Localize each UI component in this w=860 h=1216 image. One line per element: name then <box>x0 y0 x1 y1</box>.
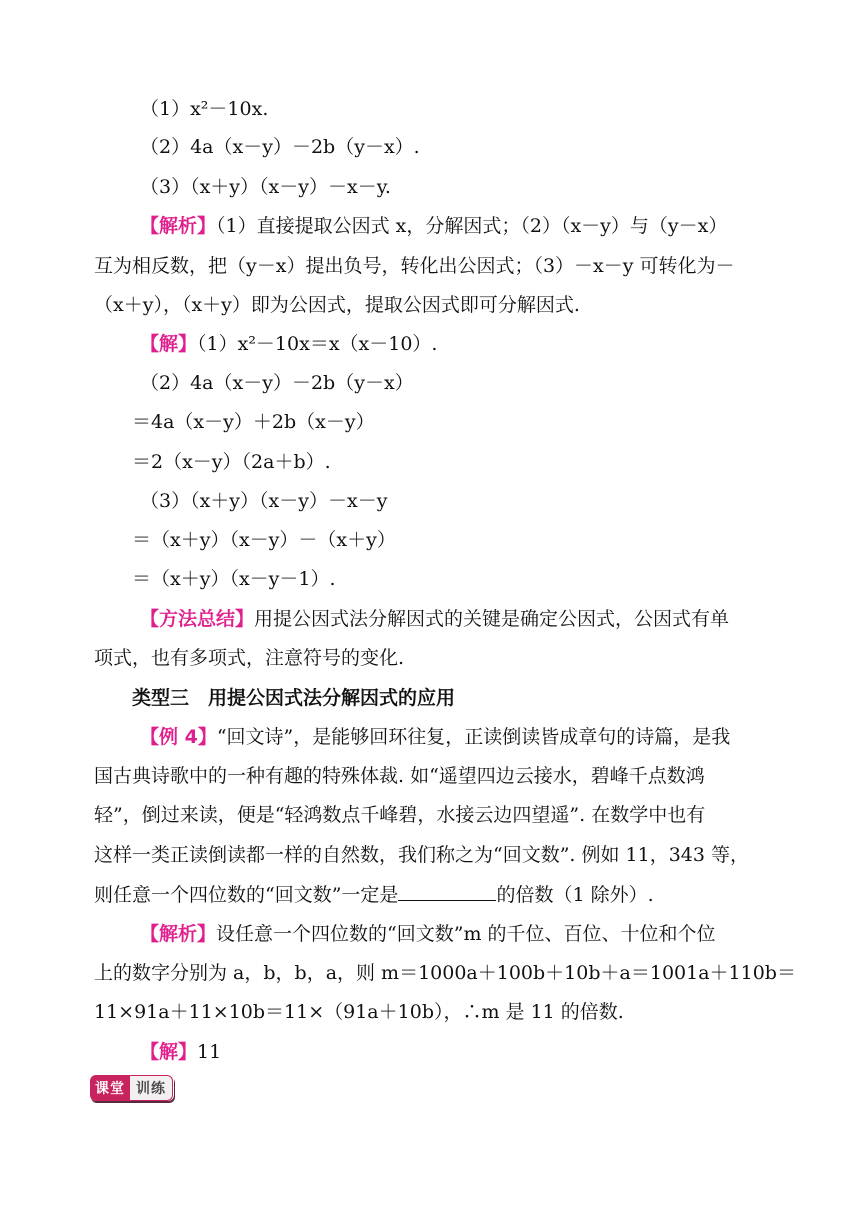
analysis-line: 【解析】（1）直接提取公因式 x，分解因式；（2）（x－y）与（y－x） <box>140 215 728 237</box>
example-line: 【例 4】“回文诗”，是能够回环往复，正读倒读皆成章句的诗篇，是我 <box>140 726 731 748</box>
question-line: （2）4a（x－y）－2b（y－x）. <box>140 136 420 158</box>
solution-line: ＝2（x－y）（2a＋b）. <box>132 451 331 473</box>
classroom-practice-badge <box>90 1075 174 1101</box>
solution-label: 【解】 <box>140 333 198 355</box>
method-summary-line: 【方法总结】用提公因式法分解因式的关键是确定公因式，公因式有单 <box>140 608 730 630</box>
analysis-line: 【解析】设任意一个四位数的“回文数”m 的千位、百位、十位和个位 <box>140 923 716 945</box>
example-label: 【例 4】 <box>140 726 217 748</box>
badge-part1: 课堂 <box>90 1075 130 1101</box>
analysis-line: 互为相反数，把（y－x）提出负号，转化出公因式；（3）－x－y 可转化为－ <box>94 255 735 277</box>
solution-line: ＝4a（x－y）＋2b（x－y） <box>132 411 375 433</box>
solution-line: 【解】11 <box>140 1041 222 1063</box>
solution-label: 【解】 <box>140 1041 198 1063</box>
method-summary-label: 【方法总结】 <box>140 608 255 630</box>
solution-line: ＝（x＋y）（x－y－1）. <box>132 568 336 590</box>
example-line: 轻”，倒过来读，便是“轻鸿数点千峰碧，水接云边四望遥”. 在数学中也有 <box>94 804 706 826</box>
answer-blank <box>398 882 496 901</box>
analysis-label: 【解析】 <box>140 215 217 237</box>
question-line: （3）（x＋y）（x－y）－x－y. <box>140 176 391 198</box>
section-heading: 类型三 用提公因式法分解因式的应用 <box>132 687 456 709</box>
analysis-line: （x＋y），（x＋y）即为公因式，提取公因式即可分解因式. <box>94 294 580 316</box>
question-line: （1）x²－10x. <box>140 98 269 120</box>
example-line: 国古典诗歌中的一种有趣的特殊体裁. 如“遥望四边云接水，碧峰千点数鸿 <box>94 765 705 787</box>
method-summary-line: 项式，也有多项式，注意符号的变化. <box>94 647 405 669</box>
analysis-line: 上的数字分别为 a，b，b，a，则 m＝1000a＋100b＋10b＋a＝1001a＋110b＝ <box>94 962 796 984</box>
solution-line: （2）4a（x－y）－2b（y－x） <box>140 372 414 394</box>
example-line: 则任意一个四位数的“回文数”一定是 的倍数（1 除外）. <box>94 884 654 906</box>
solution-line: 【解】（1）x²－10x＝x（x－10）. <box>140 333 438 355</box>
analysis-label: 【解析】 <box>140 923 217 945</box>
solution-line: （3）（x＋y）（x－y）－x－y <box>140 490 388 512</box>
analysis-line: 11×91a＋11×10b＝11×（91a＋10b），∴m 是 11 的倍数. <box>94 1001 624 1023</box>
solution-line: ＝（x＋y）（x－y）－（x＋y） <box>132 529 396 551</box>
example-line: 这样一类正读倒读都一样的自然数，我们称之为“回文数”. 例如 11，343 等， <box>94 844 750 866</box>
badge-part2: 训练 <box>130 1075 173 1101</box>
